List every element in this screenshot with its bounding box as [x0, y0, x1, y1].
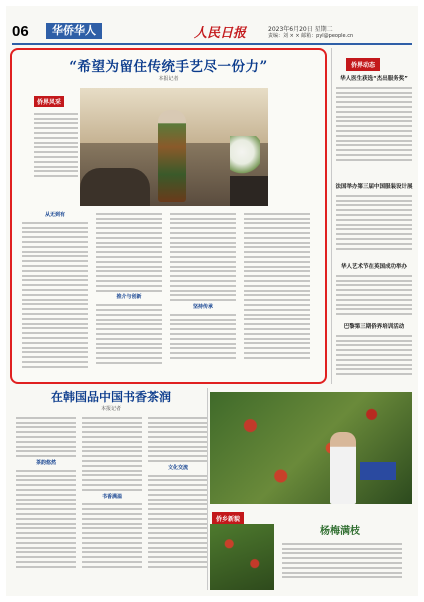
page-header: [6, 20, 418, 42]
subhead: 茶韵悠然: [35, 459, 56, 466]
subhead: 书香满溢: [101, 493, 122, 500]
subhead: 从无到有: [44, 212, 65, 218]
feature-title[interactable]: 杨梅满枝: [320, 526, 360, 537]
fruit-basket: [360, 462, 396, 480]
news-briefs-column: [334, 50, 414, 385]
presenter-figure: [158, 110, 186, 202]
article-body: [22, 210, 317, 378]
bottom-article-byline: 本报记者: [100, 406, 121, 412]
farmer-figure: [330, 432, 356, 504]
audience-figure: [80, 168, 150, 206]
brief-text: [336, 84, 412, 164]
date-line: 2023年6月20日 星期二: [268, 26, 333, 33]
body-column-3: [170, 210, 236, 378]
article-photo: [80, 88, 268, 206]
column-divider: [331, 48, 332, 384]
bottom-article-title[interactable]: 在韩国品中国书香茶润: [50, 390, 171, 404]
feature-photo-small: [210, 524, 274, 590]
subhead: 推介与创新: [116, 294, 142, 301]
subhead: 文化交流: [167, 464, 188, 471]
section-name: 华侨华人: [46, 23, 102, 39]
article-title: “希望为留住传统手艺尽一份力”: [69, 59, 268, 75]
brief-text: [336, 272, 412, 318]
newspaper-logo: 人民日报: [194, 26, 247, 41]
brief-headline[interactable]: 巴黎第三期侨界培训活动: [343, 324, 405, 330]
bottom-column-2: [82, 414, 142, 590]
subhead: 坚持传承: [192, 303, 213, 310]
feature-caption: [282, 540, 402, 586]
editor-line: 责编：刘 × × 邮箱：pyl@people.cn: [268, 33, 354, 39]
display-table: [230, 176, 268, 206]
brief-text: [336, 192, 412, 252]
article-tag: 侨界风采: [34, 96, 64, 107]
body-column-2: [96, 210, 162, 378]
feature-tag: 侨乡新貌: [212, 512, 244, 525]
bottom-column-1: [16, 414, 76, 590]
flower-arrangement: [230, 136, 260, 176]
brief-headline[interactable]: 华人医生获选“杰出服务奖”: [340, 76, 408, 82]
bottom-column-3: [148, 414, 208, 590]
brief-headline[interactable]: 法国举办第三届中国服装设计展: [335, 184, 413, 190]
body-column-1: [22, 210, 88, 378]
photo-caption: [272, 90, 282, 204]
brief-headline[interactable]: 华人艺术节在英国成功举办: [340, 264, 407, 270]
briefs-tag: 侨界动态: [346, 58, 380, 71]
brief-text: [336, 332, 412, 378]
feature-photo: [210, 392, 412, 504]
column-divider: [207, 388, 208, 590]
body-column-4: [244, 210, 310, 378]
main-article[interactable]: [10, 48, 327, 384]
article-intro: [34, 110, 78, 180]
page-number: 06: [12, 23, 29, 40]
header-rule: [12, 43, 412, 45]
article-byline: 本报记者: [158, 76, 179, 82]
